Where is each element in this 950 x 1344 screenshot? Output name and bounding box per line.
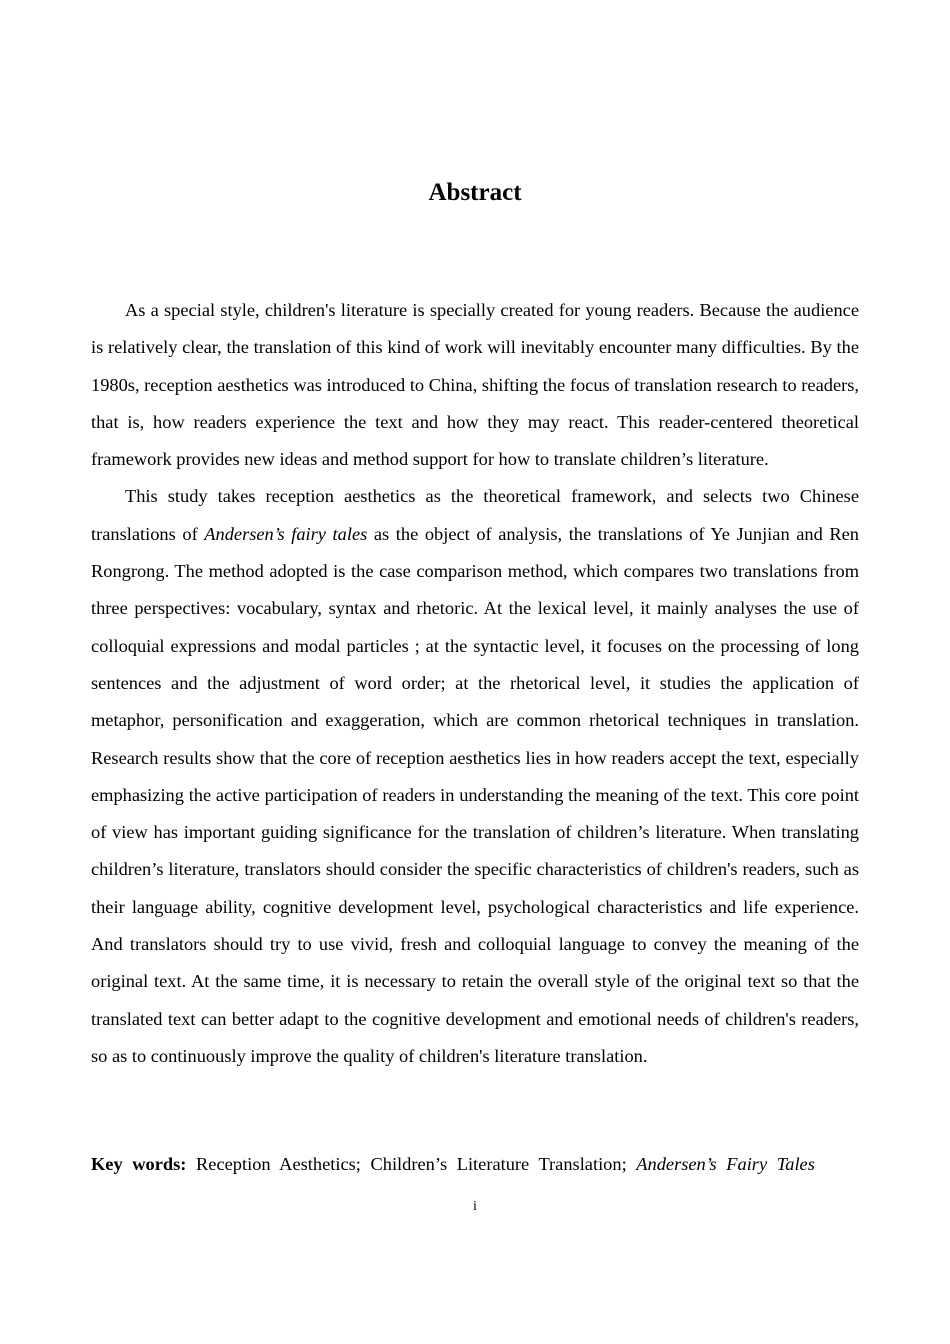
page-title: Abstract [428, 179, 522, 206]
page-number: i [473, 1199, 477, 1214]
abstract-paragraph-2 [91, 478, 859, 1075]
keywords-list: Reception Aesthetics; Children’s Literature Translation; [196, 1154, 637, 1174]
keywords-label: Key words: [91, 1154, 187, 1174]
paragraph-2-rest: as the object of analysis, the translations of Ye Junjian and Ren Rongrong. The method adopted is the case comparison method, which compares two translations from three perspectives: vocabulary, syntax and rhetoric. At the lexical level, it mainly analyses the use of colloquial expressions and modal particles ; at the syntactic level, it focuses on the processing of long sentences and the adjustment of word order; at the rhetorical level, it studies the application of metaphor, personification and exaggeration, which are common rhetorical techniques in translation. Research results show that the core of reception aesthetics lies in how readers accept the text, especially emphasizing the active participation of readers in understanding the meaning of the text. This core point of view has important guiding significance for the translation of children’s literature. When translating children’s literature, translators should consider the specific characteristics of children's readers, such as their language ability, cognitive development level, psychological characteristics and life experience. And translators should try to use vivid, fresh and colloquial language to convey the meaning of the original text. At the same time, it is necessary to retain the overall style of the original text so that the translated text can better adapt to the cognitive development and emotional needs of children's readers, so as to continuously improve the quality of children's literature translation. [91, 523, 859, 1066]
keywords-line [91, 1147, 859, 1181]
abstract-paragraph-1: As a special style, children's literature is specially created for young readers. Because the audience is relatively clear, the translation of this kind of work will inevitably encounter many difficulties. By the 1980s, reception aesthetics was introduced to China, shifting the focus of translation research to readers, that is, how readers experience the text and how they may react. This reader-centered theoretical framework provides new ideas and method support for how to translate children’s literature. [91, 300, 859, 470]
book-title-italic: Andersen’s fairy tales [204, 523, 368, 544]
abstract-body [91, 292, 859, 1075]
keyword-italic: Andersen’s Fairy Tales [636, 1154, 815, 1174]
paragraph-2-intro: This study takes reception aesthetics as the theoretical framework, and selects two Chinese translations of [91, 486, 859, 544]
